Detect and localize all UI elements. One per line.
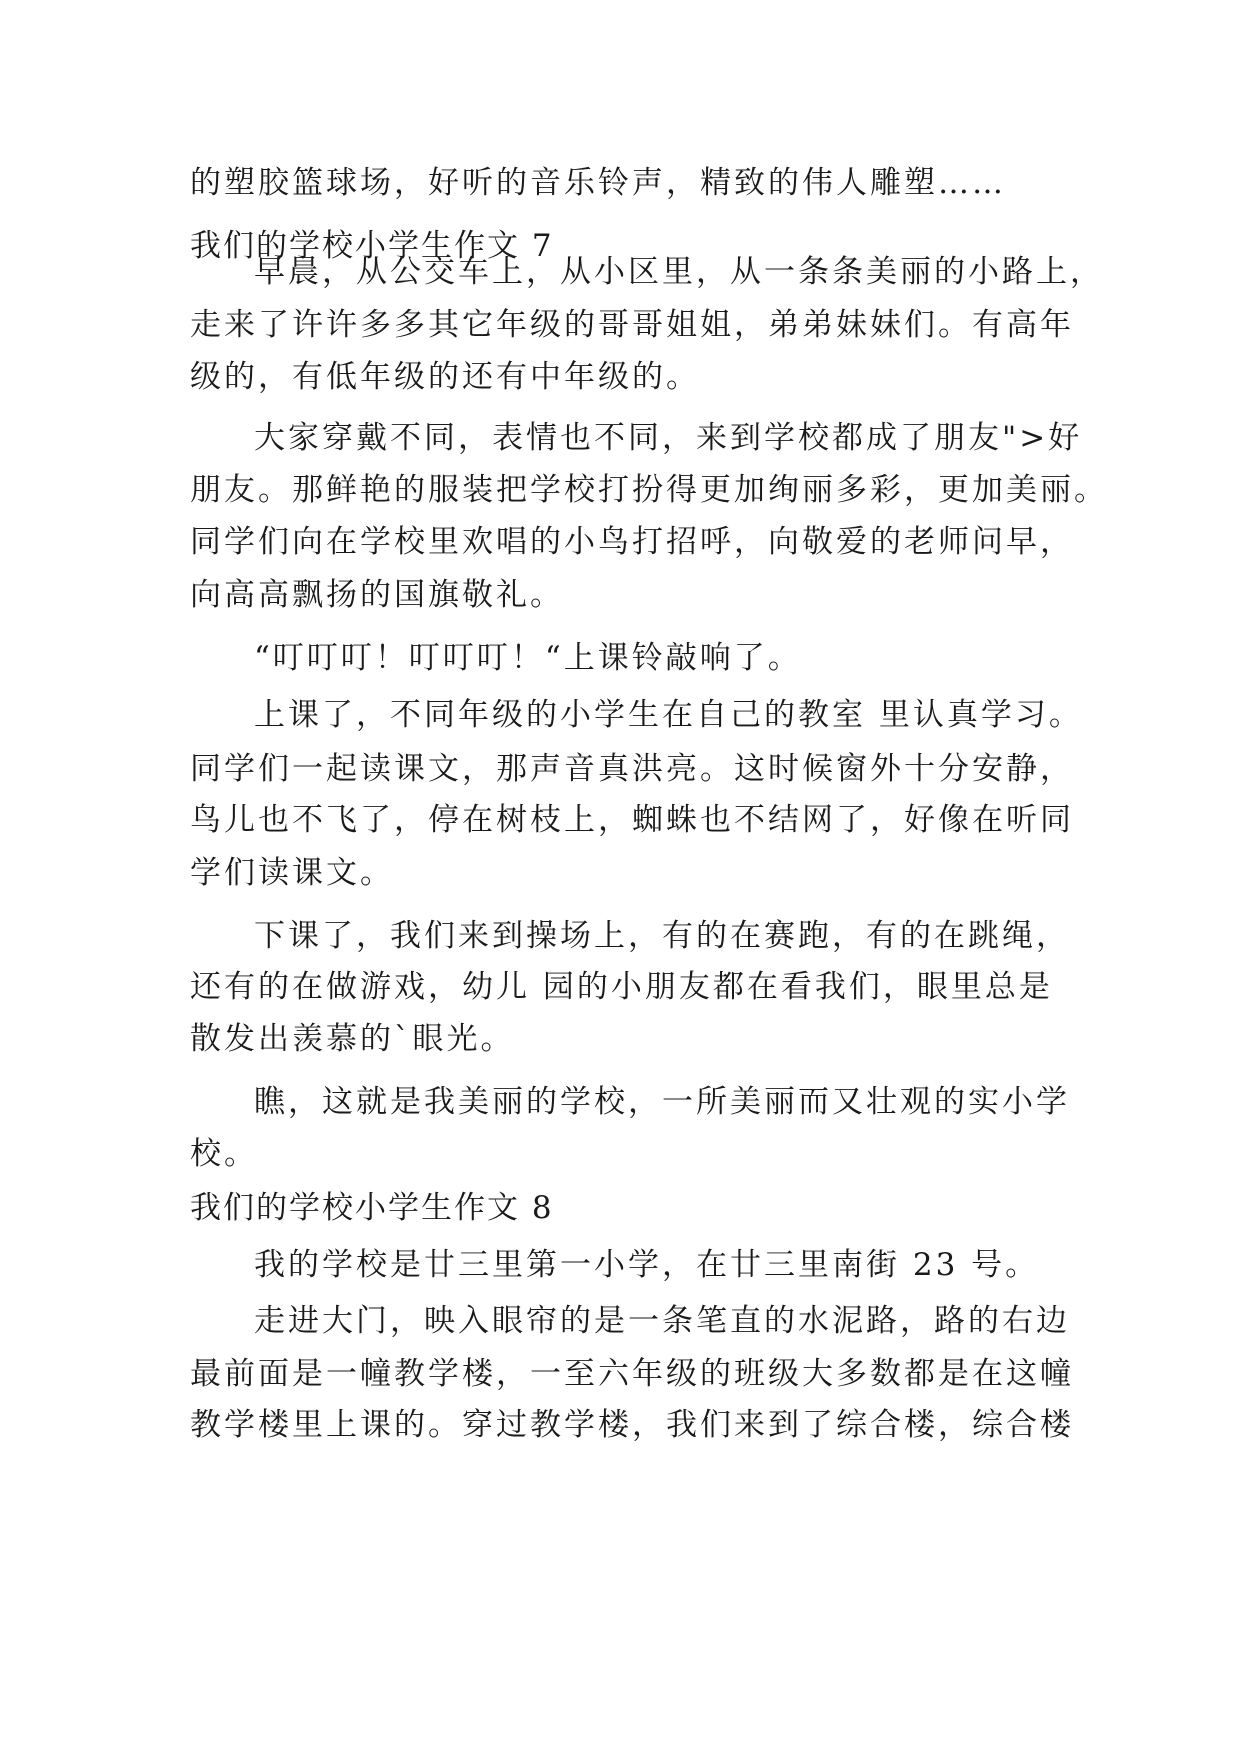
paragraph-line: 早晨，从公交车上，从小区里，从一条条美丽的小路上， <box>254 254 1104 290</box>
paragraph-line: 鸟儿也不飞了，停在树枝上，蜘蛛也不结网了，好像在听同 <box>190 802 1074 838</box>
section-heading: 我们的学校小学生作文 7 <box>190 228 554 264</box>
section-heading: 我们的学校小学生作文 8 <box>190 1190 554 1226</box>
paragraph-line: 学们读课文。 <box>190 855 394 891</box>
paragraph-line: 散发出羡慕的`眼光。 <box>190 1021 515 1057</box>
paragraph-line: 大家穿戴不同，表情也不同，来到学校都成了朋友">好 <box>254 420 1083 456</box>
paragraph-line: 级的，有低年级的还有中年级的。 <box>190 359 700 395</box>
paragraph-line: 走来了许许多多其它年级的哥哥姐姐，弟弟妹妹们。有高年 <box>190 307 1074 343</box>
paragraph-line: 走进大门，映入眼帘的是一条笔直的水泥路，路的右边 <box>254 1303 1070 1339</box>
paragraph-line: 校。 <box>190 1136 258 1172</box>
paragraph-line: 我的学校是廿三里第一小学，在廿三里南街 23 号。 <box>254 1247 1040 1283</box>
paragraph-line: 同学们一起读课文，那声音真洪亮。这时候窗外十分安静， <box>190 751 1074 787</box>
paragraph-line: 教学楼里上课的。穿过教学楼，我们来到了综合楼，综合楼 <box>190 1407 1074 1443</box>
paragraph-line: 上课了，不同年级的小学生在自己的教室 里认真学习。 <box>254 697 1083 733</box>
paragraph-line: 的塑胶篮球场，好听的音乐铃声，精致的伟人雕塑…… <box>190 165 1006 201</box>
paragraph-line: 最前面是一幢教学楼，一至六年级的班级大多数都是在这幢 <box>190 1356 1074 1392</box>
paragraph-line: 下课了，我们来到操场上，有的在赛跑，有的在跳绳， <box>254 918 1070 954</box>
paragraph-line: 瞧，这就是我美丽的学校，一所美丽而又壮观的实小学 <box>254 1084 1070 1120</box>
paragraph-line: 向高高飘扬的国旗敬礼。 <box>190 577 564 613</box>
paragraph-line: 朋友。那鲜艳的服装把学校打扮得更加绚丽多彩，更加美丽。 <box>190 472 1108 508</box>
paragraph-line: 还有的在做游戏，幼儿 园的小朋友都在看我们，眼里总是 <box>190 969 1053 1005</box>
paragraph-line: 同学们向在学校里欢唱的小鸟打招呼，向敬爱的老师问早， <box>190 524 1074 560</box>
paragraph-line: “叮叮叮！叮叮叮！“上课铃敲响了。 <box>254 640 802 676</box>
